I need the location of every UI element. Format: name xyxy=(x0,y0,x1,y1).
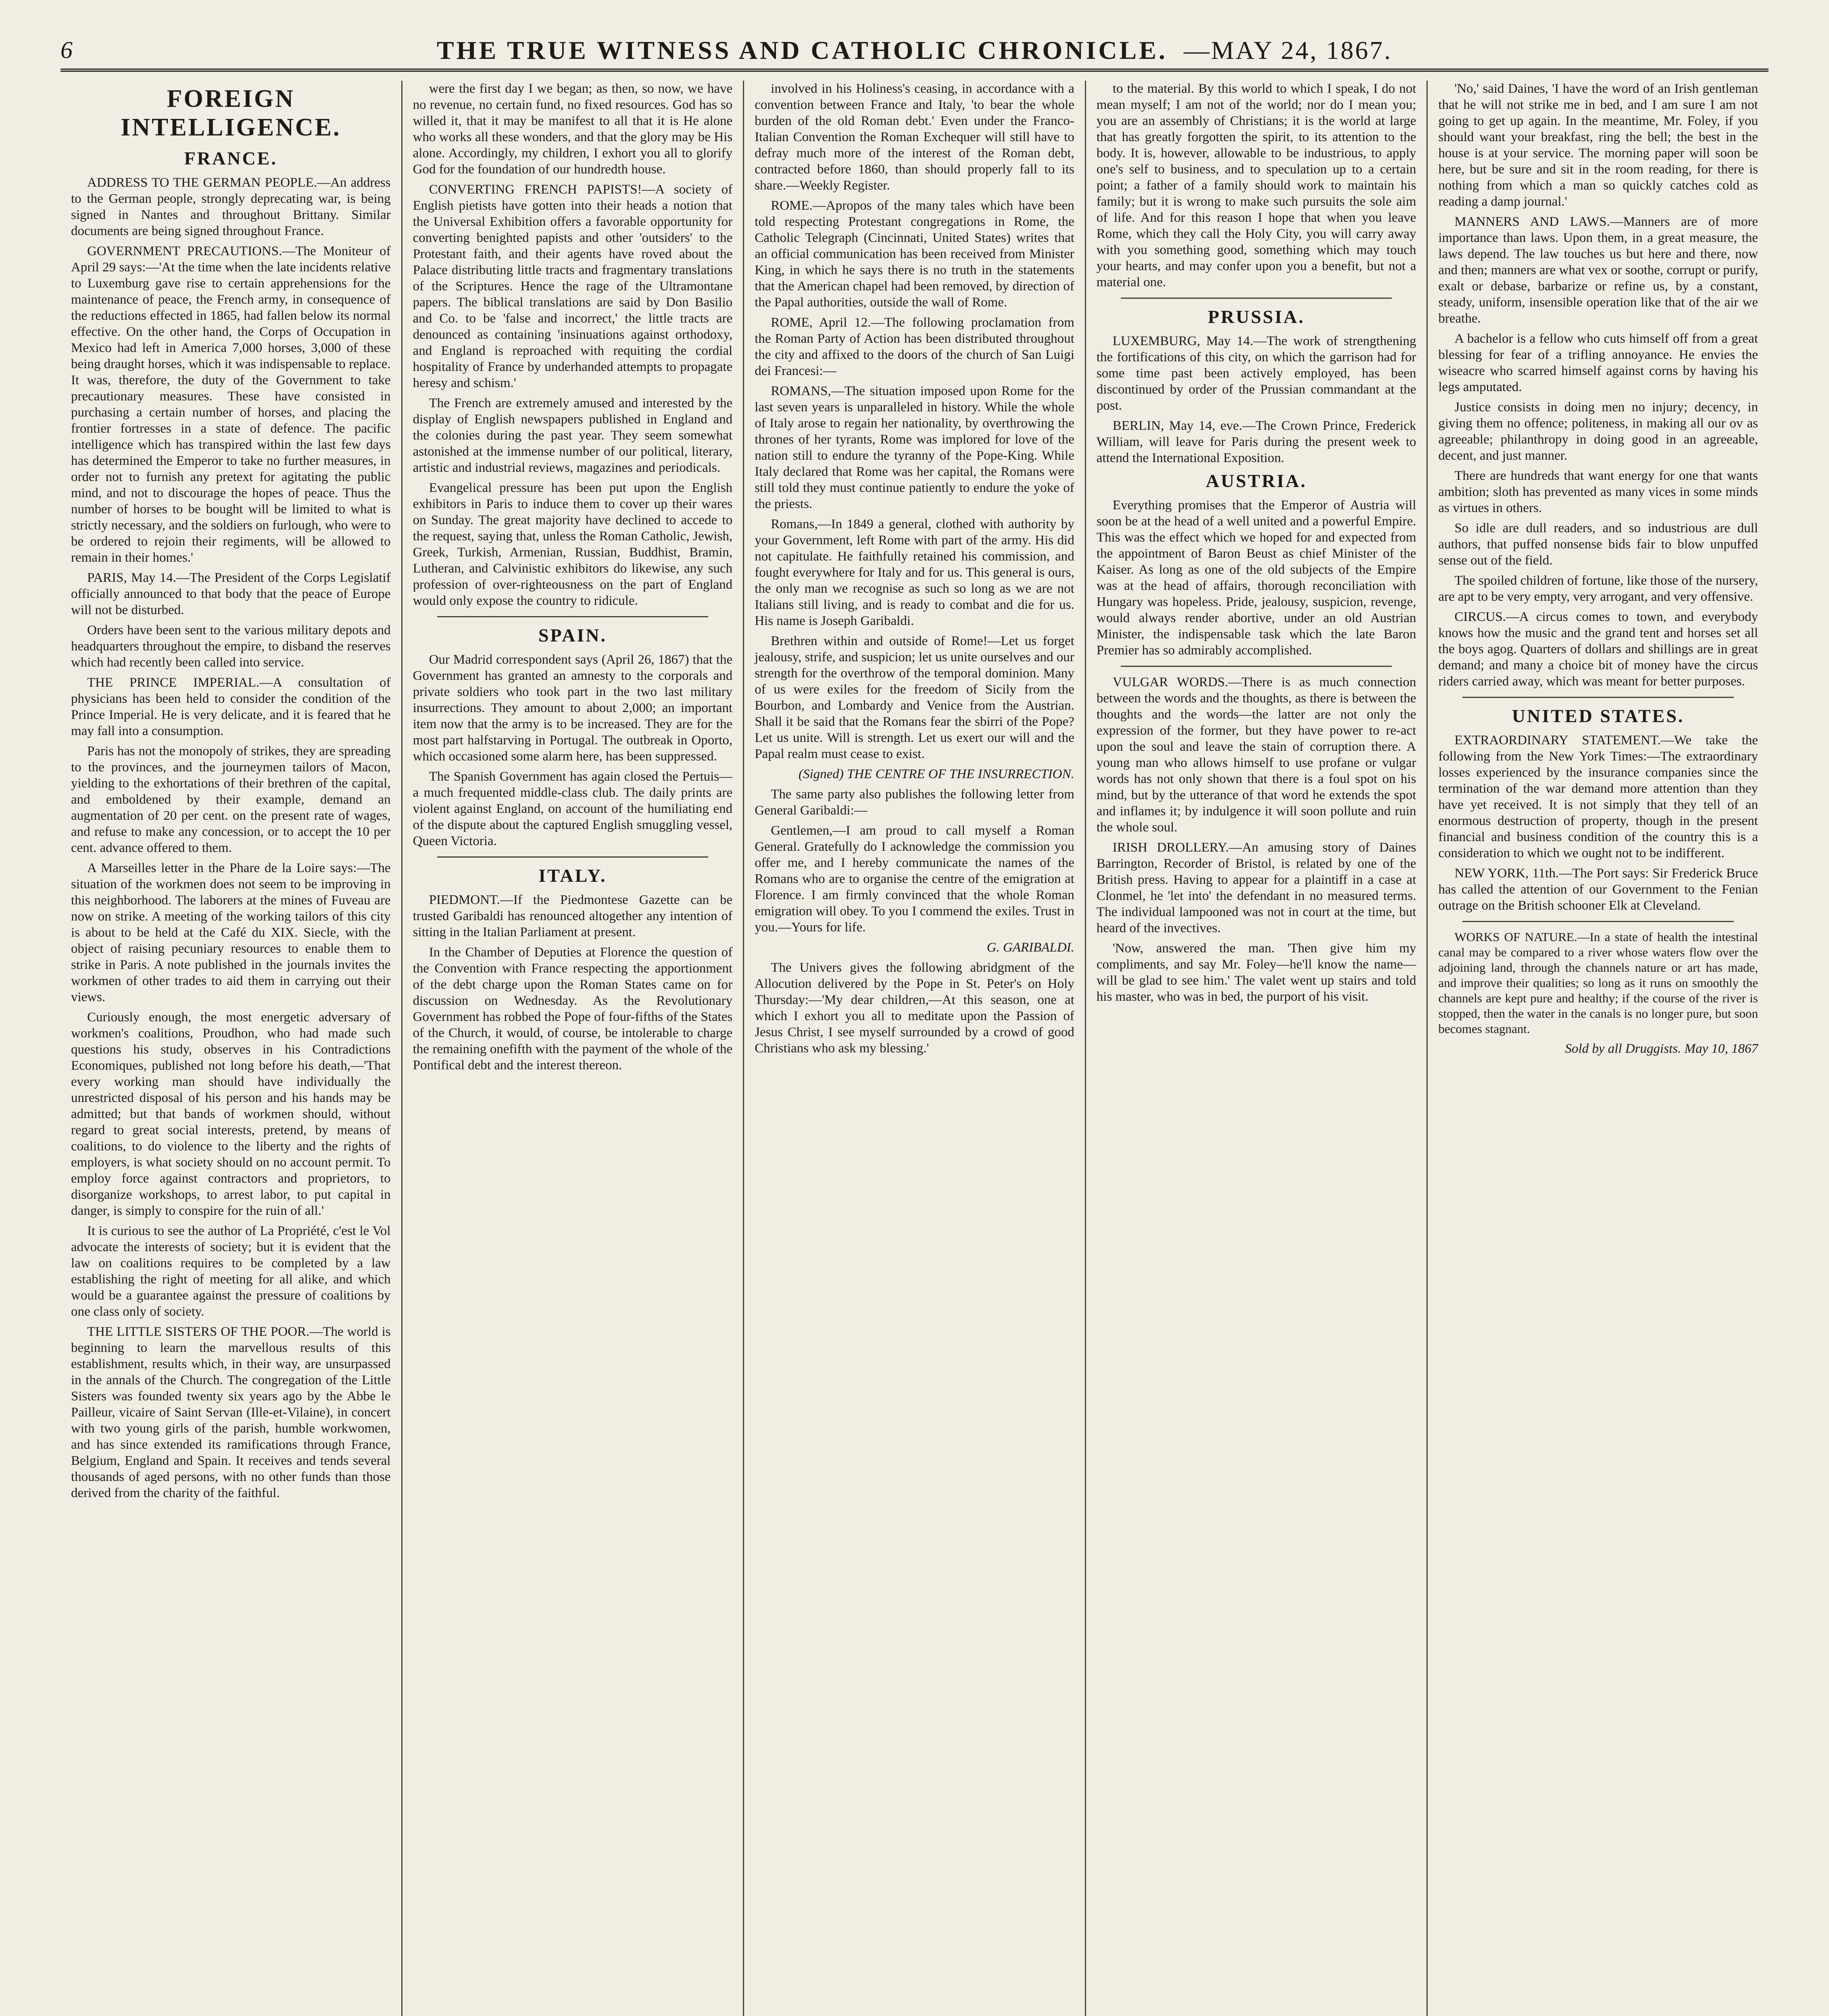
article-paragraph: Orders have been sent to the various military depots and headquarters throughout the empire, to disband the reserves which had recently been called into service. xyxy=(71,623,391,670)
signature: (Signed) THE CENTRE OF THE INSURRECTION. xyxy=(798,767,1074,781)
section-heading-spain: SPAIN. xyxy=(538,625,607,646)
article-paragraph: ROMANS,—The situation imposed upon Rome for the last seven years is unparalleled in history. While the whole of Italy arose to regain her nationality, by overthrowing the thrones of her tyrants, Rome was implored for love of the nation still to endure the tyranny of the Pope-King. While Italy declared that Rome was her capital, the Romans were still told they must continue patiently to endure the yoke of the priests. xyxy=(755,384,1074,511)
article-paragraph: ROME.—Apropos of the many tales which have been told respecting Protestant congregations in Rome, the Catholic Telegraph (Cincinnati, United States) writes that an official communication has been received from Minister King, in which he says there is no truth in the statements that the American chapel had been removed, by direction of the Papal authorities, outside the wall of Rome. xyxy=(755,198,1074,310)
article-paragraph: ADDRESS TO THE GERMAN PEOPLE.—An address to the German people, strongly deprecating war, is being signed in Nantes and throughout Brittany. Similar documents are being signed throughout France. xyxy=(71,175,391,238)
article-paragraph: So idle are dull readers, and so industrious are dull authors, that puffed nonsense bids fair to blow unpuffed sense out of the field. xyxy=(1438,521,1758,568)
article-paragraph: The Spanish Government has again closed the Pertuis—a much frequented middle-class club. The daily prints are violent against England, on account of the humiliating end of the dispute about the captured English smuggling vessel, Queen Victoria. xyxy=(413,769,733,848)
article-paragraph: In the Chamber of Deputies at Florence the question of the Convention with France respecting the apportionment of the debt charge upon the Roman States came on for discussion on Wednesday. As the Revolutionary Government has robbed the Pope of four-fifths of the States of the Church, it would, of course, be intolerable to charge the remaining onefifth with the payment of the whole of the Pontifical debt and the interest thereon. xyxy=(413,945,733,1073)
section-heading-france: FRANCE. xyxy=(184,148,277,169)
divider xyxy=(437,616,709,617)
article-paragraph: to the material. By this world to which I speak, I do not mean myself; I am not of the world; nor do I mean you; you are an assembly of Christians; it is the world at large that has greatly forgotten the spirit, to its attention to the body. It is, however, allowable to be industrious, to apply one's self to business, and to speculation up to a certain point; a father of a family should work to maintain his family; but it is wrong to make such pursuits the sole aim of life. And for this reason I hope that when you leave Rome, which they call the Holy City, you will carry away with you something good, something which may touch your hearts, and may confer upon you a benefit, but not a material one. xyxy=(1096,81,1416,289)
article-paragraph: ROME, April 12.—The following proclamation from the Roman Party of Action has been distributed throughout the city and affixed to the doors of the church of San Luigi dei Francesi:— xyxy=(755,315,1074,378)
article-paragraph: Curiously enough, the most energetic adversary of workmen's coalitions, Proudhon, who had made such questions his study, observes in his Contradictions Economiques, published not long before his death,—'That every working man should have individually the unrestricted disposal of his person and his hands may be admitted; but that bands of workmen should, without regard to great social interests, pretend, by means of coalitions, to do violence to the liberty and the rights of employers, is what society should on no account permit. To employ force against contractors and proprietors, to disorganize workshops, to arrest labor, to put capital in danger, is simply to conspire for the ruin of all.' xyxy=(71,1010,391,1218)
article-paragraph: There are hundreds that want energy for one that wants ambition; sloth has prevented as many vices in some minds as virtues in others. xyxy=(1438,469,1758,515)
article-paragraph: A bachelor is a fellow who cuts himself off from a great blessing for fear of a trifling annoyance. He envies the wiseacre who scarred himself against corns by having his legs amputated. xyxy=(1438,331,1758,394)
article-paragraph: involved in his Holiness's ceasing, in accordance with a convention between France and Italy, 'to bear the whole burden of the old Roman debt.' Even under the Franco-Italian Convention the Roman Exchequer will still have to defray much more of the interest of the Roman debt, contracted before 1860, than should properly fall to its share.—Weekly Register. xyxy=(755,81,1074,193)
article-paragraph: The French are extremely amused and interested by the display of English newspapers published in England and the colonies during the past year. They seem somewhat astonished at the immense number of our political, literary, artistic and industrial reviews, magazines and periodicals. xyxy=(413,396,733,475)
article-paragraph: THE PRINCE IMPERIAL.—A consultation of physicians has been held to consider the condition of the Prince Imperial. He is very delicate, and it is feared that he may fall into a consumption. xyxy=(71,675,391,738)
article-paragraph: The spoiled children of fortune, like those of the nursery, are apt to be very empty, very arrogant, and very offensive. xyxy=(1438,573,1758,604)
divider xyxy=(437,856,709,858)
section-heading-foreign-intelligence: FOREIGN INTELLIGENCE. xyxy=(121,85,341,141)
article-paragraph: NEW YORK, 11th.—The Port says: Sir Frederick Bruce has called the attention of our Government to the Fenian outrage on the British schooner Elk at Cleveland. xyxy=(1438,866,1758,913)
article-paragraph: were the first day I we began; as then, so now, we have no revenue, no certain fund, no fixed resources. God has so willed it, that it may be manifest to all that it is He alone who works all these wonders, and that the glory may be His alone. Accordingly, my children, I exhort you all to glorify God for the foundation of our hundredth house. xyxy=(413,81,733,177)
article-paragraph: 'Now, answered the man. 'Then give him my compliments, and say Mr. Foley—he'll know the name—will be glad to see him.' The valet went up stairs and told his master, who was in bed, the purport of his visit. xyxy=(1096,941,1416,1004)
column-5 xyxy=(1428,81,1769,2016)
article-paragraph: THE LITTLE SISTERS OF THE POOR.—The world is beginning to learn the marvellous results of this establishment, results which, in their way, are unsurpassed in the annals of the Church. The congregation of the Little Sisters was founded twenty six years ago by the Abbe le Pailleur, vicaire of Saint Servan (Ille-et-Vilaine), in concert with two young girls of the parish, humble workwomen, and has since extended its ramifications through France, Belgium, England and Spain. It receives and tends several thousands of aged persons, with no other funds than those derived from the charity of the faithful. xyxy=(71,1325,391,1500)
article-paragraph: 'No,' said Daines, 'I have the word of an Irish gentleman that he will not strike me in bed, and I am sure I am not going to get up again. In the meantime, Mr. Foley, if you should want your breakfast, ring the bell; the best in the house is at your service. The morning paper will soon be here, but be sure and sit in the room reading, for there is nothing from which a man so quickly catches cold as reading a damp journal.' xyxy=(1438,81,1758,209)
advertisement-footer: Sold by all Druggists. May 10, 1867 xyxy=(1565,1041,1758,1056)
divider xyxy=(1121,298,1392,299)
section-heading-prussia: PRUSSIA. xyxy=(1208,306,1305,327)
page-number: 6 xyxy=(60,37,73,63)
signature: G. GARIBALDI. xyxy=(986,940,1074,955)
article-paragraph: CONVERTING FRENCH PAPISTS!—A society of English pietists have gotten into their heads a notion that the Universal Exhibition offers a favorable opportunity for converting benighted papists and other 'outsiders' to the Protestant faith, and their agents have roved about the Palace distributing little tracts and fragmentary translations of the Scriptures. Hence the rage of the Ultramontane papers. The biblical translations are said by Don Basilio and Co. to be 'false and incorrect,' the little tracts are denounced as containing 'insinuations against orthodoxy, and England is reproached with requiting the cordial hospitality of France by underhanded attempts to propagate heresy and schism.' xyxy=(413,182,733,390)
article-paragraph: VULGAR WORDS.—There is as much connection between the words and the thoughts, as there is between the thoughts and the words—the latter are not only the expression of the former, but they have power to re-act upon the soul and leave the stain of corruption there. A young man who allows himself to use profane or vulgar words has not only shown that there is a foul spot on his mind, but by the utterance of that word he extends the spot and inflames it; by indulgence it will soon pollute and ruin the whole soul. xyxy=(1096,675,1416,835)
divider xyxy=(1462,697,1734,698)
article-paragraph: The Univers gives the following abridgment of the Allocution delivered by the Pope in St. Peter's on Holy Thursday:—'My dear children,—At this season, one at which I exhort you all to meditate upon the Passion of Jesus Christ, I see myself surrounded by a crowd of good Christians who ask my blessing.' xyxy=(755,960,1074,1056)
article-paragraph: EXTRAORDINARY STATEMENT.—We take the following from the New York Times:—The extraordinary losses experienced by the insurance companies since the termination of the war demand more attention than they have yet received. It is not simply that they tell of an enormous destruction of property, though in the present financial and business condition of the country this is a consideration to which we ought not to be indifferent. xyxy=(1438,733,1758,860)
section-heading-austria: AUSTRIA. xyxy=(1205,471,1307,491)
newspaper-title: THE TRUE WITNESS AND CATHOLIC CHRONICLE. xyxy=(436,36,1168,65)
article-paragraph: Justice consists in doing men no injury; decency, in giving them no offence; politeness, in making all our ov as agreeable; philanthropy in doing good in an agreeable, decent, and just manner. xyxy=(1438,400,1758,463)
section-heading-united-states: UNITED STATES. xyxy=(1512,706,1685,726)
article-paragraph: MANNERS AND LAWS.—Manners are of more importance than laws. Upon them, in a great measure, the laws depend. The law touches us but here and there, now and then; manners are what vex or soothe, corrupt or purify, exalt or debase, barbarize or refine us, by a constant, steady, uniform, insensible operation like that of the air we breathe. xyxy=(1438,215,1758,326)
article-paragraph: A Marseilles letter in the Phare de la Loire says:—The situation of the workmen does not seem to be improving in this neighborhood. The laborers at the mines of Fuveau are now on strike. A meeting of the working tailors of this city is about to be held at the Café du XIX. Siecle, with the object of raising pecuniary resources to enable them to strike in Paris. A note published in the journals invites the workmen of other trades to aid them in carrying out their views. xyxy=(71,861,391,1004)
masthead xyxy=(60,32,1769,72)
article-paragraph: Evangelical pressure has been put upon the English exhibitors in Paris to induce them to cover up their wares on Sunday. The great majority have declined to accede to the request, saying that, unless the Roman Catholic, Jewish, Greek, Turkish, Armenian, Russian, Buddhist, Bramin, Lutheran, and Calvinistic exhibitors do likewise, any such profession of over-righteousness on the part of England would only expose the country to ridicule. xyxy=(413,481,733,608)
article-paragraph: It is curious to see the author of La Propriété, c'est le Vol advocate the interests of society; but it is evident that the law on coalitions requires to be completed by a law establishing the right of meeting for all alike, and which would be a guarantee against the pressure of coalitions by one class only of society. xyxy=(71,1224,391,1319)
column-4 xyxy=(1086,81,1428,2016)
article-paragraph: BERLIN, May 14, eve.—The Crown Prince, Frederick William, will leave for Paris during the present week to attend the International Exposition. xyxy=(1096,419,1416,465)
column-1 xyxy=(60,81,403,2016)
column-3 xyxy=(744,81,1086,2016)
article-paragraph: Gentlemen,—I am proud to call myself a Roman General. Gratefully do I acknowledge the commission you offer me, and I hereby communicate the names of the Romans who are to organise the centre of the emigration at Florence. I am firmly convinced that the whole Roman emigration will obey. To you I commend the exiles. Trust in you.—Yours for life. xyxy=(755,823,1074,935)
divider xyxy=(1121,666,1392,667)
article-paragraph: PIEDMONT.—If the Piedmontese Gazette can be trusted Garibaldi has renounced altogether any intention of sitting in the Italian Parliament at present. xyxy=(413,893,733,939)
article-paragraph: GOVERNMENT PRECAUTIONS.—The Moniteur of April 29 says:—'At the time when the late incidents relative to Luxemburg gave rise to certain apprehensions for the maintenance of peace, the French army, in consequence of the reductions effected in 1865, had fallen below its normal effective. On the other hand, the Corps of Occupation in Mexico had left in America 7,000 horses, 3,000 of these being draught horses, which it was indispensable to replace. It was, therefore, the duty of the Government to take precautionary measures. These have consisted in purchasing a certain number of horses, and placing the frontier fortresses in a state of defence. The pacific intelligence which has transpired within the last few days has determined the Emperor to take no further measures, in order not to furnish any pretext for agitating the public mind, and not to discourage the hopes of peace. Thus the number of horses to be bought will be limited to what is strictly necessary, and the soldiers on furlough, who were to be ordered to rejoin their regiments, will be allowed to remain in their homes.' xyxy=(71,244,391,565)
article-paragraph: Brethren within and outside of Rome!—Let us forget jealousy, strife, and suspicion; let us unite ourselves and our strength for the overthrow of the temporal dominion. Many of us were exiles for the freedom of Sicily from the Bourbon, and Lombardy and Venice from the Austrian. Shall it be said that the Romans fear the sbirri of the Pope? Let us unite. Will is strength. Let us exert our will and the Papal realm must cease to exist. xyxy=(755,634,1074,761)
section-heading-italy: ITALY. xyxy=(538,865,607,886)
article-paragraph: The same party also publishes the following letter from General Garibaldi:— xyxy=(755,787,1074,818)
article-paragraph: Paris has not the monopoly of strikes, they are spreading to the provinces, and the journeymen tailors of Macon, yielding to the exhortations of their brethren of the capital, and emboldened by their example, demand an augmentation of 20 per cent. on the present rate of wages, and refuse to make any concession, or to accept the 10 per cent. advance offered to them. xyxy=(71,744,391,855)
article-paragraph: Everything promises that the Emperor of Austria will soon be at the head of a well united and a powerful Empire. This was the effect which we hoped for and expected from the appointment of Baron Beust as chief Minister of the Kaiser. As long as one of the old subjects of the Empire was at the head of affairs, thorough reconciliation with Hungary was hopeless. Pride, jealousy, suspicion, revenge, would always render abortive, under an old Austrian Minister, the indispensable task which the late Baron Premier has so admirably accomplished. xyxy=(1096,498,1416,658)
article-paragraph: LUXEMBURG, May 14.—The work of strengthening the fortifications of this city, on which the garrison had for some time past been actively employed, has been discontinued by order of the Prussian commandant at the post. xyxy=(1096,334,1416,413)
article-paragraph: Our Madrid correspondent says (April 26, 1867) that the Government has granted an amnesty to the corporals and private soldiers who took part in the two last military insurrections. They amount to about 2,000; an important item now that the army is to be increased. They are for the most part halfstarving in Portugal. The outbreak in Oporto, which occasioned some alarm here, has been suppressed. xyxy=(413,652,733,764)
advertisement-paragraph: WORKS OF NATURE.—In a state of health the intestinal canal may be compared to a river whose waters flow over the adjoining land, through the channels nature or art has made, and improve their qualities; so long as it runs on smoothly the channels are kept pure and healthy; if the course of the river is stopped, then the water in the canals is no longer pure, but soon becomes stagnant. xyxy=(1438,930,1758,1036)
article-paragraph: Romans,—In 1849 a general, clothed with authority by your Government, left Rome with part of the army. His did not capitulate. He faithfully retained his commission, and fought everywhere for Italy and for us. This general is ours, the only man we recognise as such so long as we are not Italians still living, and is ready to combat and die for us. His name is Joseph Garibaldi. xyxy=(755,517,1074,628)
article-paragraph: CIRCUS.—A circus comes to town, and everybody knows how the music and the grand tent and horses set all the boys agog. Quarters of dollars and shillings are in great demand; and many a choice bit of money have the circus riders carried away, which was meant for better purposes. xyxy=(1438,610,1758,689)
columns xyxy=(60,81,1769,2016)
divider xyxy=(1462,921,1734,922)
article-paragraph: PARIS, May 14.—The President of the Corps Legislatif officially announced to that body that the peace of Europe will not be disturbed. xyxy=(71,571,391,617)
column-2 xyxy=(403,81,745,2016)
article-paragraph: IRISH DROLLERY.—An amusing story of Daines Barrington, Recorder of Bristol, is related by one of the British press. Having to appear for a plaintiff in a case at Clonmel, he 'let into' the defendant in no measured terms. The individual lampooned was not in court at the time, but heard of the invectives. xyxy=(1096,840,1416,935)
issue-date: —MAY 24, 1867. xyxy=(1183,36,1393,65)
